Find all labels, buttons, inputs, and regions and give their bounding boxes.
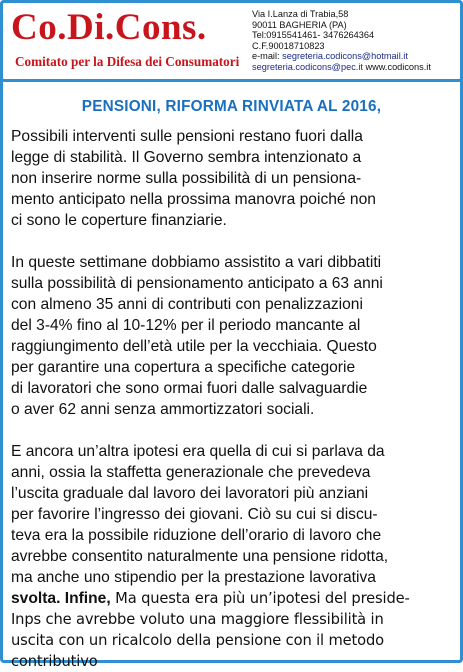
text-line: l’uscita graduale dal lavoro dei lavoratori più anziani [11,485,369,502]
website-link[interactable]: www.codicons.it [362,61,431,72]
contact-block [252,9,462,73]
contact-tax-code: C.F.90018710823 [252,40,325,51]
text-line: mento anticipato nella prossima manovra poiché non [11,191,376,208]
text-line: avrebbe consentito naturalmente una pensione ridotta, [11,548,389,565]
pasted-text: Ma questa era più un’ipotesi del preside- [110,590,410,607]
text-line: raggiungimento dell’età utile per la vecchiaia. Questo [11,338,377,355]
text-line: In queste settimane dobbiamo assistito a vari dibbatiti [11,254,382,271]
text-line: Possibili interventi sulle pensioni restano fuori dalla [11,128,363,145]
contact-pec-row [252,62,462,73]
paragraph-3 [11,441,459,588]
text-line: contributivo [11,653,98,670]
text-line: con almeno 35 anni di contributi con penalizzazioni [11,296,363,313]
text-line: Inps che avrebbe voluto una maggiore flessibilità in [11,611,384,628]
text-line: E ancora un’altra ipotesi era quella di cui si parlava da [11,443,385,460]
logo-title: Co.Di.Cons. [11,7,207,48]
text-line [11,588,459,609]
article-headline: PENSIONI, RIFORMA RINVIATA AL 2016, [81,98,382,115]
contact-city: 90011 BAGHERIA (PA) [252,19,347,30]
contact-phone: Tel:0915541461- 3476264364 [252,30,375,41]
text-line: sulla possibilità di pensionamento anticipato a 63 anni [11,275,383,292]
text-line: ci sono le coperture finanziarie. [11,212,227,229]
contact-address: Via I.Lanza di Trabia,58 [252,9,349,19]
paragraph-1 [11,126,459,231]
text-line: anni, ossia la staffetta generazionale che prevedeva [11,464,371,481]
text-line: teva era la possibile riduzione dell’orario di lavoro che [11,527,382,544]
article-body [11,126,459,672]
text-line: per garantire una copertura a specifiche categorie [11,359,356,376]
contact-email-row [252,51,462,62]
paragraph-2 [11,252,459,420]
letterhead [0,0,463,82]
bold-text: svolta. Infine, [11,590,111,607]
text-line: per favorire l’ingresso dei giovani. Ciò su cui si discu- [11,506,378,523]
text-line: del 3-4% fino al 10-12% per il periodo mancante al [11,317,361,334]
email-link-pec[interactable]: segreteria.codicons@pec.it [252,61,363,72]
text-line: di lavoratori che sono ormai fuori dalle salvaguardie [11,380,368,397]
email-label: e-mail: [252,51,283,62]
paragraph-3-tail [11,588,459,609]
text-line: o aver 62 anni senza ammortizzatori sociali. [11,401,315,418]
text-line: legge di stabilità. Il Governo sembra intenzionato a [11,149,362,166]
text-line: ma anche uno stipendio per la prestazione lavorativa [11,569,376,586]
text-line: non inserire norme sulla possibilità di un pensiona- [11,170,362,187]
email-link-hotmail[interactable]: segreteria.codicons@hotmail.it [282,51,408,62]
text-line: uscita con un ricalcolo della pensione con il metodo [11,632,384,649]
logo-subtitle: Comitato per la Difesa dei Consumatori [15,54,240,69]
